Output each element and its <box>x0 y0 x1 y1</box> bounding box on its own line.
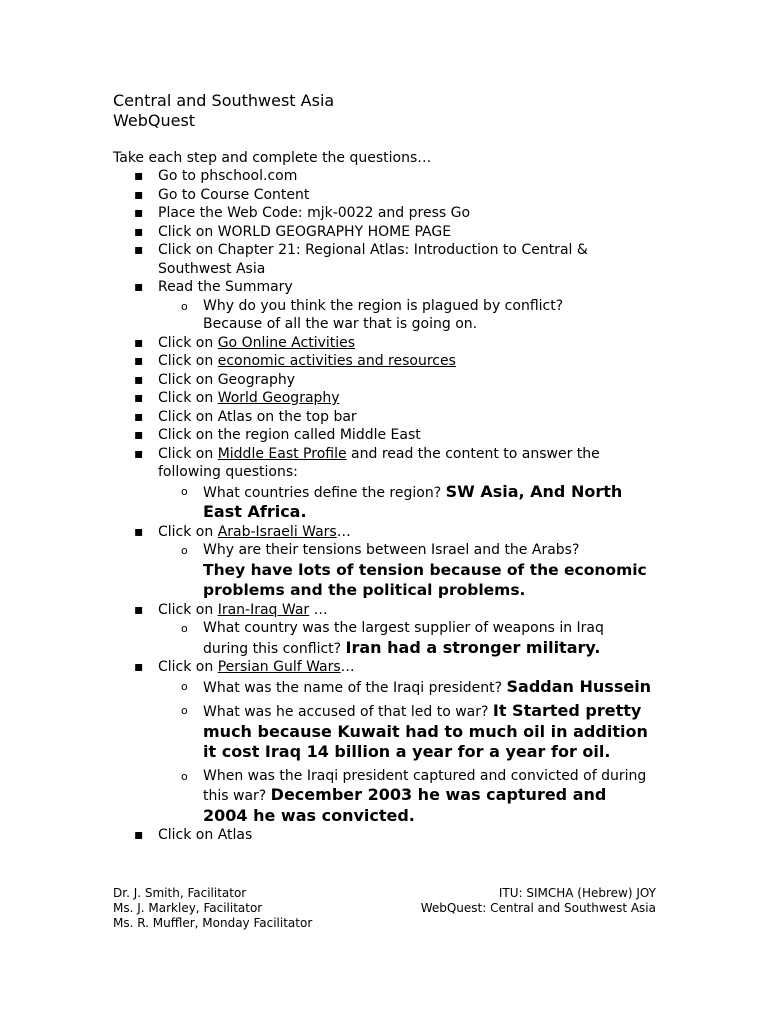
step-text: Place the Web Code: mjk-0022 and press Go <box>158 205 471 221</box>
step-text: Click on Chapter 21: Regional Atlas: Introduction to Central & Southwest Asia <box>158 242 588 277</box>
question-text: When was the Iraqi president captured and convicted of during this war? <box>203 767 647 804</box>
footer-course-info <box>421 886 656 916</box>
question-text: What was he accused of that led to war? <box>203 704 493 720</box>
step-item <box>113 445 653 523</box>
step-text: Click on <box>158 390 218 406</box>
sub-question-list <box>158 677 653 827</box>
sub-question <box>158 297 653 334</box>
sub-question <box>158 677 653 698</box>
question-text: Why do you think the region is plagued by conflict? <box>203 297 564 314</box>
step-text: Click on Atlas <box>158 827 253 843</box>
step-item <box>113 389 653 408</box>
step-text: Go to Course Content <box>158 186 310 203</box>
step-text: Click on <box>158 334 218 351</box>
steps-list <box>113 167 653 845</box>
step-item <box>113 826 653 845</box>
title-line-1: Central and Southwest Asia <box>113 91 335 110</box>
intro-text: Take each step and complete the questions… <box>113 150 432 166</box>
economic-activities-link[interactable]: economic activities and resources <box>217 353 456 369</box>
step-item <box>113 352 653 371</box>
sub-question-list <box>158 482 653 523</box>
title-line-2: WebQuest <box>113 111 196 130</box>
question-text: Why are their tensions between Israel and the Arabs? <box>203 542 580 558</box>
step-text: … <box>336 523 351 540</box>
step-item <box>113 241 653 278</box>
sub-question-list <box>158 541 653 601</box>
step-text: Click on <box>158 601 218 618</box>
step-text: Go to phschool.com <box>158 168 298 184</box>
sub-question <box>158 619 653 658</box>
step-item <box>113 186 653 205</box>
middle-east-profile-link[interactable]: Middle East Profile <box>217 445 347 462</box>
footer-line: WebQuest: Central and Southwest Asia <box>420 901 656 915</box>
step-text: Click on <box>158 445 218 462</box>
sub-question <box>158 482 653 523</box>
answer-text: They have lots of tension because of the economic problems and the political problems. <box>203 560 647 599</box>
answer-text: SW Asia, And North East Africa. <box>203 481 623 521</box>
go-online-activities-link[interactable]: Go Online Activities <box>217 334 356 351</box>
step-item <box>113 426 653 445</box>
sub-question <box>158 701 653 763</box>
step-text: Click on Geography <box>158 371 295 388</box>
step-item <box>113 408 653 427</box>
step-text: Click on the region called Middle East <box>158 427 421 443</box>
step-text: Click on <box>158 523 218 540</box>
world-geography-link[interactable]: World Geography <box>217 390 340 406</box>
footer-line: Ms. J. Markley, Facilitator <box>113 901 263 915</box>
question-text: What country was the largest supplier of weapons in Iraq during this conflict? <box>203 620 604 657</box>
question-text: What countries define the region? <box>203 484 446 501</box>
step-item <box>113 601 653 659</box>
step-item <box>113 167 653 186</box>
step-text: Click on WORLD GEOGRAPHY HOME PAGE <box>158 223 452 240</box>
sub-question-list <box>158 619 653 658</box>
footer-line: Dr. J. Smith, Facilitator <box>113 886 247 900</box>
step-item <box>113 334 653 353</box>
footer-facilitators <box>113 886 312 931</box>
step-item <box>113 223 653 242</box>
footer-line: Ms. R. Muffler, Monday Facilitator <box>113 916 313 930</box>
sub-question <box>158 541 653 601</box>
page-title <box>113 91 334 131</box>
step-text: Read the Summary <box>158 279 293 295</box>
step-text: … <box>340 659 355 675</box>
step-text: Click on Atlas on the top bar <box>158 408 357 425</box>
answer-text: Because of all the war that is going on. <box>203 316 478 332</box>
persian-gulf-wars-link[interactable]: Persian Gulf Wars <box>217 659 341 675</box>
step-text: and read the content to answer the following questions: <box>158 445 600 480</box>
question-text: What was the name of the Iraqi president? <box>203 679 507 696</box>
answer-text: It Started pretty much because Kuwait had to much oil in addition it cost Iraq 14 billion a year for a year for oil. <box>203 701 648 761</box>
arab-israeli-wars-link[interactable]: Arab-Israeli Wars <box>217 523 337 540</box>
answer-text: Iran had a stronger military. <box>345 637 601 657</box>
iran-iraq-war-link[interactable]: Iran-Iraq War <box>217 601 310 618</box>
sub-question <box>158 767 653 827</box>
sub-question-list <box>158 297 653 334</box>
answer-text: Saddan Hussein <box>506 676 652 696</box>
footer-line: ITU: SIMCHA (Hebrew) JOY <box>498 886 656 900</box>
step-text: … <box>309 601 328 618</box>
answer-text: December 2003 he was captured and 2004 he was convicted. <box>203 785 607 825</box>
step-item <box>113 523 653 601</box>
step-item <box>113 658 653 826</box>
step-item <box>113 371 653 390</box>
step-text: Click on <box>158 659 218 675</box>
step-text: Click on <box>158 353 218 369</box>
step-item <box>113 278 653 334</box>
step-item <box>113 204 653 223</box>
